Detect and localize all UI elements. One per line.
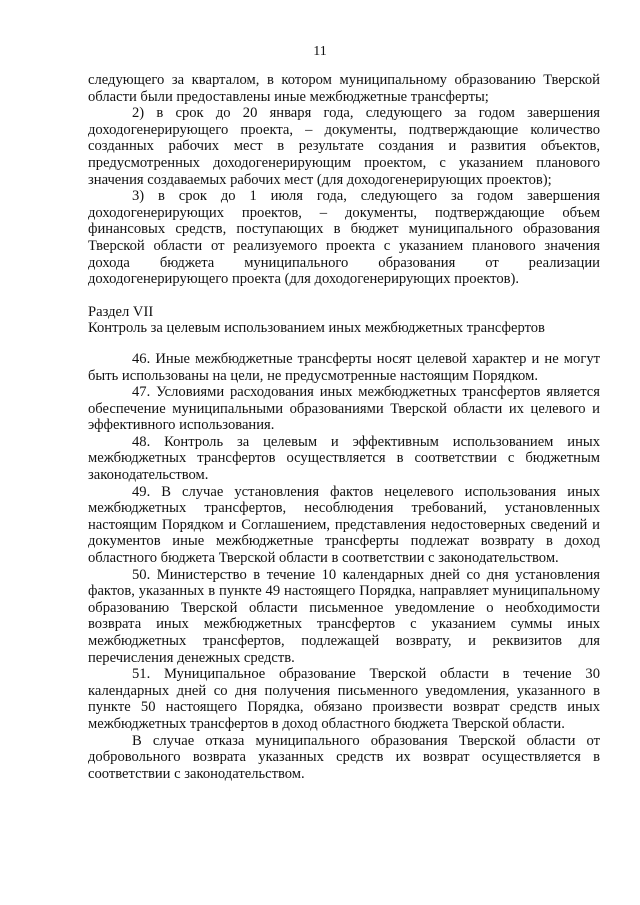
- paragraph-46: 46. Иные межбюджетные трансферты носят целевой характер и не могут быть использованы на цели, не предусмотренные настоящим Порядком.: [88, 350, 600, 384]
- document-body: [88, 72, 600, 782]
- page-number: 11: [313, 44, 327, 59]
- paragraph-47: 47. Условиями расходования иных межбюджетных трансфертов является обеспечение муниципальными образованиями Тверской области их целевого и эффективного использования.: [88, 384, 600, 434]
- section-title: Контроль за целевым использованием иных межбюджетных трансфертов: [88, 320, 545, 337]
- paragraph-49: 49. В случае установления фактов нецелевого использования иных межбюджетных трансфертов, несоблюдения требований, установленных настоящим Порядком и Соглашением, представления недостоверных сведений и документов иные межбюджетные трансферты подлежат возврату в доход областного бюджета Тверской области в соответствии с законодательством.: [88, 483, 600, 567]
- paragraph-continuation: следующего за кварталом, в котором муниципальному образованию Тверской области были предоставлены иные межбюджетные трансферты;: [88, 72, 600, 105]
- paragraph-refusal: В случае отказа муниципального образования Тверской области от добровольного возврата указанных средств их возврат осуществляется в соответствии с законодательством.: [88, 732, 600, 782]
- paragraph-item-2: 2) в срок до 20 января года, следующего за годом завершения доходогенерирующего проекта, – документы, подтверждающие количество созданных рабочих мест в результате создания и развития объектов, предусмотренных доходогенерирующим проектом, с указанием планового значения создаваемых рабочих мест (для доходогенерирующих проектов);: [88, 105, 600, 188]
- paragraph-48: 48. Контроль за целевым и эффективным использованием иных межбюджетных трансфертов осуществляется в соответствии с бюджетным законодательством.: [88, 433, 600, 484]
- spacer: [88, 288, 600, 304]
- paragraph-50: 50. Министерство в течение 10 календарных дней со дня установления фактов, указанных в пункте 49 настоящего Порядка, направляет муниципальному образованию Тверской области письменное уведомление о необходимости возврата иных межбюджетных трансфертов с указанием суммы иных межбюджетных трансфертов, подлежащей возврату, и реквизитов для перечисления денежных средств.: [88, 566, 600, 666]
- paragraph-item-3: 3) в срок до 1 июля года, следующего за годом завершения доходогенерирующих проектов, – документы, подтверждающие объем финансовых средств, поступающих в бюджет муниципального образования Тверской области от реализуемого проекта с указанием планового значения дохода бюджета муниципального образования от реализации доходогенерирующего проекта (для доходогенерирующих проектов).: [88, 188, 600, 288]
- spacer: [88, 337, 600, 351]
- paragraph-51: 51. Муниципальное образование Тверской области в течение 30 календарных дней со дня получения письменного уведомления, указанного в пункте 50 настоящего Порядка, обязано произвести возврат средств иных межбюджетных трансфертов в доход областного бюджета Тверской области.: [88, 666, 600, 732]
- section-number: Раздел VII: [88, 303, 154, 320]
